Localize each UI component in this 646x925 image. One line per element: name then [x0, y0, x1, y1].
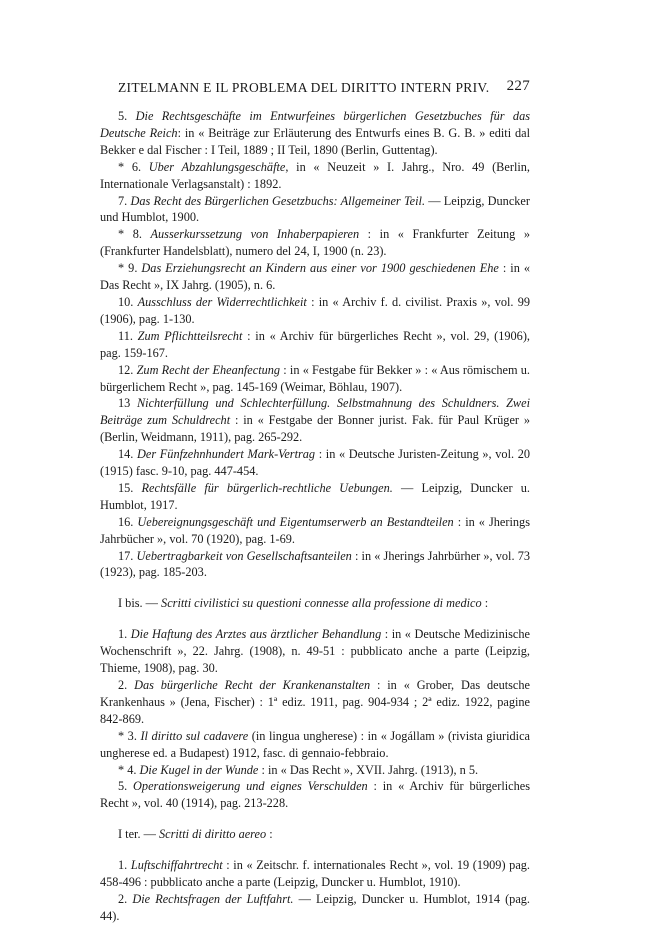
entry: 14. Der Fünfzehnhundert Mark-Vertrag : in « Deutsche Juristen-Zeitung », vol. 20 (1915) fasc. 9-10, pag. 447-454.	[100, 447, 530, 479]
entry: * 9. Das Erziehungsrecht an Kindern aus einer vor 1900 geschiedenen Ehe : in « Das Recht », IX Jahrg. (1905), n. 6.	[100, 261, 531, 293]
entry: * 3. Il diritto sul cadavere (in lingua ungherese) : in « Jogállam » (rivista giuridica ungherese ed. a Budapest) 1912, fasc. di gennaio-febbraio.	[100, 728, 531, 760]
entry: 10. Ausschluss der Widerrechtlichkeit : in « Archiv f. d. civilist. Praxis », vol. 99 (1906), pag. 1-130.	[100, 294, 531, 326]
entries-bis	[100, 626, 530, 812]
entries-main	[100, 108, 530, 581]
entry: * 4. Die Kugel in der Wunde : in « Das Recht », XVII. Jahrg. (1913), n 5.	[118, 762, 479, 777]
entry: 1. Die Haftung des Arztes aus ärztlicher Behandlung : in « Deutsche Medizinische Wochenschrift », 22. Jahrg. (1908), n. 49-51 : pubblicato anche a parte (Leipzig, Thieme, 1908), pag. 30.	[100, 627, 530, 676]
bibliography-body	[100, 108, 530, 925]
entry: 2. Das bürgerliche Recht der Krankenanstalten : in « Grober, Das deutsche Krankenhaus » (Jena, Fischer) : 1ª ediz. 1911, pag. 904-934 ; 2ª ediz. 1922, pagine 842-869.	[100, 678, 530, 726]
entry: 12. Zum Recht der Eheanfectung : in « Festgabe für Bekker » : « Aus römischem u. bürgerlichem Recht », pag. 145-169 (Weimar, Böhlau, 1907).	[100, 362, 531, 394]
entry: * 8. Ausserkurssetzung von Inhaberpapieren : in « Frankfurter Zeitung » (Frankfurter Handelsblatt), numero del 24, I, 1900 (n. 23).	[100, 227, 530, 259]
entry: 5. Die Rechtsgeschäfte im Entwurfeines bürgerlichen Gesetzbuches für das Deutsche Reich: in « Beiträge zur Erläuterung des Entwurfs eines B. G. B. » editi dal Bekker e dal Fischer : I Teil, 1889 ; II Teil, 1890 (Berlin, Guttentag).	[100, 109, 531, 157]
entry: 13 Nichterfüllung und Schlechterfüllung. Selbstmahnung des Schuldners. Zwei Beiträge zum Schuldrecht : in « Festgabe der Bonner jurist. Fak. für Paul Krüger » (Berlin, Weidmann, 1911), pag. 265-292.	[100, 396, 530, 445]
entries-ter	[100, 857, 530, 925]
entry: 11. Zum Pflichtteilsrecht : in « Archiv für bürgerliches Recht », vol. 29, (1906), pag. 159-167.	[100, 328, 530, 360]
entry: 17. Uebertragbarkeit von Gesellschaftsanteilen : in « Jherings Jahrbürher », vol. 73 (1923), pag. 185-203.	[100, 548, 530, 580]
running-header	[100, 78, 530, 100]
entry: 16. Uebereignungsgeschäft und Eigentumserwerb an Bestandteilen : in « Jherings Jahrbücher », vol. 70 (1920), pag. 1-69.	[100, 514, 530, 546]
entry: 1. Luftschiffahrtrecht : in « Zeitschr. f. internationales Recht », vol. 19 (1909) pag. 458-496 : pubblicato anche a parte (Leipzig, Duncker u. Humblot, 1910).	[100, 858, 530, 890]
running-title: ZITELMANN E IL PROBLEMA DEL DIRITTO INTERN PRIV.	[118, 80, 490, 95]
entry: 15. Rechtsfälle für bürgerlich-rechtliche Uebungen. — Leipzig, Duncker u. Humblot, 1917.	[100, 480, 530, 512]
page-number: 227	[506, 78, 530, 94]
entry: 7. Das Recht des Bürgerlichen Gesetzbuchs: Allgemeiner Teil. — Leipzig, Duncker und Humblot, 1900.	[100, 193, 530, 225]
section-heading-ter: I ter. — Scritti di diritto aereo :	[118, 827, 273, 842]
section-heading-bis: I bis. — Scritti civilistici su questioni connesse alla professione di medico :	[118, 596, 489, 611]
entry: * 6. Uber Abzahlungsgeschäfte, in « Neuzeit » I. Jahrg., Nro. 49 (Berlin, Internationale Verlagsanstalt) : 1892.	[100, 159, 530, 191]
entry: 2. Die Rechtsfragen der Luftfahrt. — Leipzig, Duncker u. Humblot, 1914 (pag. 44).	[100, 891, 531, 923]
entry: 5. Operationsweigerung und eignes Verschulden : in « Archiv für bürgerliches Recht », vol. 40 (1914), pag. 213-228.	[100, 779, 531, 811]
